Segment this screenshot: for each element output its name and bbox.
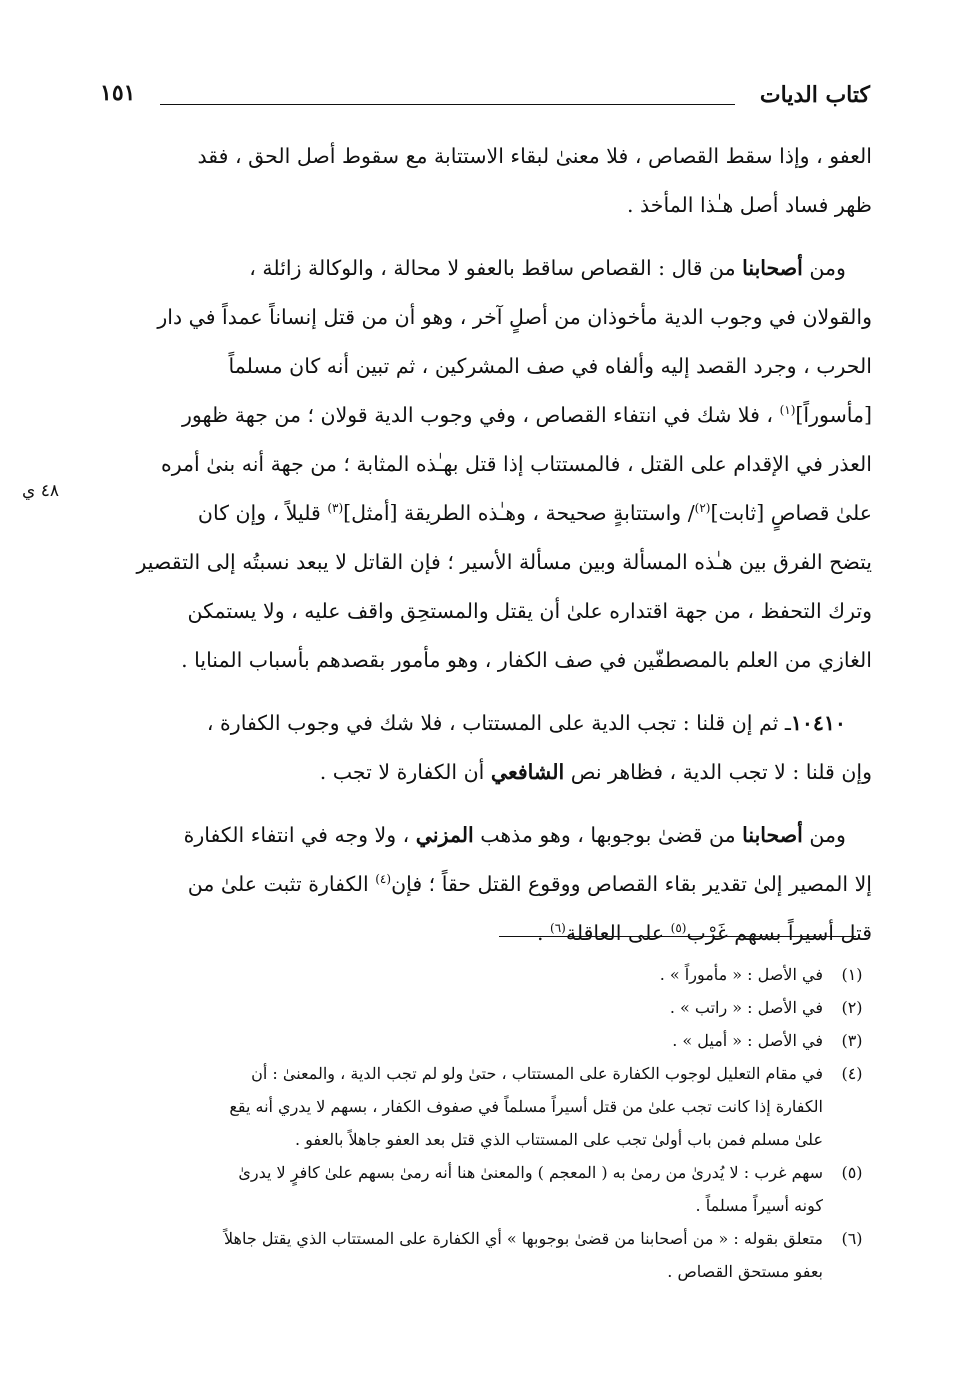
footnote-separator [499,936,856,937]
footnote-item [78,991,873,1024]
footnote-ref: (٥) [670,921,687,936]
text-line: ١٠٤١٠ـ ثم إن قلنا : تجب الدية على المستتاب ، فلا شك في وجوب الكفارة ، [206,711,846,735]
running-header [100,82,870,122]
footnote-line: في الأصل : « مأموراً » . [659,965,823,984]
footnote-item [78,1156,873,1222]
term-shafii: الشافعي [490,760,565,784]
text-line: العفو ، وإذا سقط القصاص ، فلا معنىٰ لبقاء الاستتابة مع سقوط أصل الحق ، فقد [197,144,872,168]
text-line: ظهر فساد أصل هـٰذا المأخذ . [626,193,872,217]
text-line: يتضح الفرق بين هـٰذه المسألة وبين مسألة الأسير ؛ فإن القاتل لا يبعد نسبتُه إلى التقصير [136,550,872,574]
footnote-ref: (٢) [694,501,711,516]
issue-number: ١٠٤١٠ [790,711,846,735]
chapter-title: كتاب الديات [759,82,870,108]
footnote-line: في الأصل : « أميل » . [672,1031,823,1050]
text-line: العذر في الإقدام على القتل ، فالمستتاب إذا قتل بهـٰذه المثابة ؛ من جهة أنه بنىٰ أمره [161,452,872,476]
footnote-line: متعلق بقوله : « من أصحابنا من قضىٰ بوجوبها » أي الكفارة على المستتاب الذي يقتل جاهلاً [224,1229,823,1248]
footnote-number: (٦) [841,1229,863,1248]
text-line: وإن قلنا : لا تجب الدية ، فظاهر نص الشافعي أن الكفارة لا تجب . [319,760,872,784]
footnote-ref: (٣) [327,501,344,516]
footnote-line: بعفو مستحق القصاص . [667,1262,823,1281]
footnote-line: سهم غرب : لا يُدرىٰ من رمىٰ به ( المعجم ) والمعنىٰ هنا أنه رمىٰ بسهم علىٰ كافرٍ لا يدرىٰ [238,1163,823,1182]
footnote-number: (٥) [841,1163,863,1182]
footnote-number: (١) [841,965,863,984]
text-line: الغازي من العلم بالمصطفّين في صف الكفار ، وهو مأمور بقصدهم بأسباب المنايا . [181,648,872,672]
text-line: قتل أسيراً بسهم غَرْب$^{(٥)}$ على العاقلة$^{(٦)}$ . [536,921,872,945]
header-rule [160,104,735,105]
text-line: وترك التحفظ ، من جهة اقتداره علىٰ أن يقتل والمستحِق واقف عليه ، ولا يستمكن [187,599,872,623]
footnotes [78,958,873,1288]
term-ashabuna: أصحابنا [742,823,803,847]
footnote-line: في مقام التعليل لوجوب الكفارة على المستتاب ، حتىٰ ولو لم تجب الدية ، والمعنىٰ : أن [251,1064,823,1083]
term-ashabuna: أصحابنا [742,256,803,280]
footnote-line: كونه أسيراً مسلماً . [695,1196,823,1215]
footnote-item [78,1057,873,1156]
page-number: ١٥١ [100,80,136,106]
footnote-item [78,1222,873,1288]
footnote-line: الكفارة إذا كانت تجب علىٰ من قتل أسيراً مسلماً في صفوف الكفار ، بسهم لا يدري أنه يقع [229,1097,823,1116]
text-line: [مأسوراً]$^{(١)}$ ، فلا شك في انتفاء القصاص ، وفي وجوب الدية قولان ؛ من جهة ظهور [182,403,872,427]
footnote-line: في الأصل : « راتب » . [669,998,823,1017]
margin-folio-note: ٤٨ ي [22,481,59,501]
footnote-line: علىٰ مسلم فمن باب أولىٰ تجب على المستتاب الذي قتل بعد العفو جاهلاً بالعفو . [294,1130,823,1149]
text-line: علىٰ قصاصٍ [ثابت]$^{(٢)}$/ واستتابةٍ صحيحة ، وهـٰذه الطريقة [أمثل]$^{(٣)}$ قليلاً ، وإن كان [197,501,872,525]
text-line: الحرب ، وجرد القصد إليه وألفاه في صف المشركين ، ثم تبين أنه كان مسلماً [228,354,872,378]
footnote-ref: (٤) [375,872,392,887]
footnote-ref: (١) [779,403,796,418]
footnote-number: (٤) [841,1064,863,1083]
footnote-item [78,958,873,991]
term-muzani: المزني [415,823,474,847]
text-line: إلا المصير إلىٰ تقدير بقاء القصاص ووقوع القتل حقاً ؛ فإن$^{(٤)}$ الكفارة تثبت علىٰ من [187,872,872,896]
footnote-item [78,1024,873,1057]
footnote-ref: (٦) [550,921,566,936]
footnote-number: (٣) [841,1031,863,1050]
text-line: ومن أصحابنا من قال : القصاص ساقط بالعفو لا محالة ، والوكالة زائلة ، [249,256,846,280]
text-line: ومن أصحابنا من قضىٰ بوجوبها ، وهو مذهب المزني ، ولا وجه في انتفاء الكفارة [183,823,846,847]
main-text [82,132,872,958]
text-line: والقولان في وجوب الدية مأخوذان من أصلٍ آخر ، وهو أن من قتل إنساناً عمداً في دار [157,305,872,329]
footnote-number: (٢) [841,998,863,1017]
